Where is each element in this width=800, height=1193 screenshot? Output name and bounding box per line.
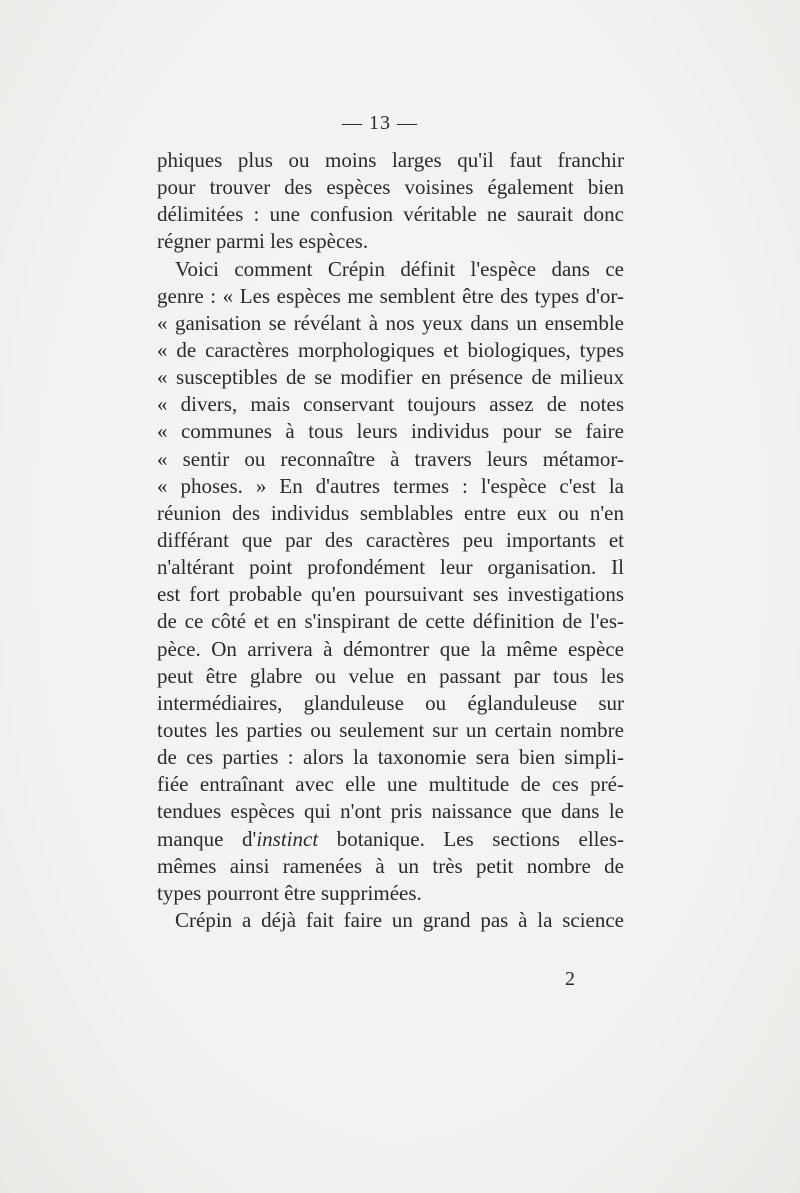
text-fragment: botanique. Les sections elles- xyxy=(318,826,625,851)
text-line: pèce. On arrivera à démontrer que la même espèce xyxy=(157,636,624,661)
text-line: tendues espèces qui n'ont pris naissance que dans le xyxy=(157,799,624,824)
text-line: Crépin a déjà fait faire un grand pas à la science xyxy=(175,907,624,932)
text-line: genre : « Les espèces me semblent être des types d'or- xyxy=(157,283,624,308)
italic-word: instinct xyxy=(256,826,319,851)
text-line: « de caractères morphologiques et biologiques, types xyxy=(157,337,624,362)
text-line: intermédiaires, glanduleuse ou églanduleuse sur xyxy=(157,690,624,715)
text-line: toutes les parties ou seulement sur un certain nombre xyxy=(157,717,624,742)
text-line: différant que par des caractères peu importants et xyxy=(157,527,624,552)
body-text xyxy=(157,147,624,934)
text-line: régner parmi les espèces. xyxy=(157,229,369,254)
text-line: « communes à tous leurs individus pour se faire xyxy=(157,419,624,444)
text-line: de ces parties : alors la taxonomie sera bien simpli- xyxy=(157,745,624,770)
text-line: « ganisation se révélant à nos yeux dans un ensemble xyxy=(157,310,624,335)
text-line: « divers, mais conservant toujours assez de notes xyxy=(157,392,624,417)
text-line: phiques plus ou moins larges qu'il faut franchir xyxy=(157,148,624,172)
signature-mark: 2 xyxy=(565,968,575,990)
text-fragment: manque d' xyxy=(157,826,257,851)
text-line: Voici comment Crépin définit l'espèce dans ce xyxy=(175,256,624,281)
text-line: de ce côté et en s'inspirant de cette définition de l'es- xyxy=(157,609,624,634)
text-line: est fort probable qu'en poursuivant ses investigations xyxy=(157,582,624,607)
text-line: réunion des individus semblables entre eux ou n'en xyxy=(157,500,624,525)
text-line: pour trouver des espèces voisines également bien xyxy=(157,175,624,200)
text-line: n'altérant point profondément leur organisation. Il xyxy=(157,555,624,580)
text-line-with-italic xyxy=(157,826,624,853)
text-line: « phoses. » En d'autres termes : l'espèce c'est la xyxy=(157,473,624,498)
text-line: fiée entraînant avec elle une multitude de ces pré- xyxy=(157,772,624,797)
page-number-header: — 13 — xyxy=(342,112,418,134)
text-line: peut être glabre ou velue en passant par tous les xyxy=(157,663,624,688)
text-line: « susceptibles de se modifier en présence de milieux xyxy=(157,365,624,390)
text-line: types pourront être supprimées. xyxy=(157,880,422,905)
text-line: délimitées : une confusion véritable ne saurait donc xyxy=(157,202,624,227)
text-line: mêmes ainsi ramenées à un très petit nombre de xyxy=(157,853,624,878)
text-line: « sentir ou reconnaître à travers leurs métamor- xyxy=(157,446,624,471)
